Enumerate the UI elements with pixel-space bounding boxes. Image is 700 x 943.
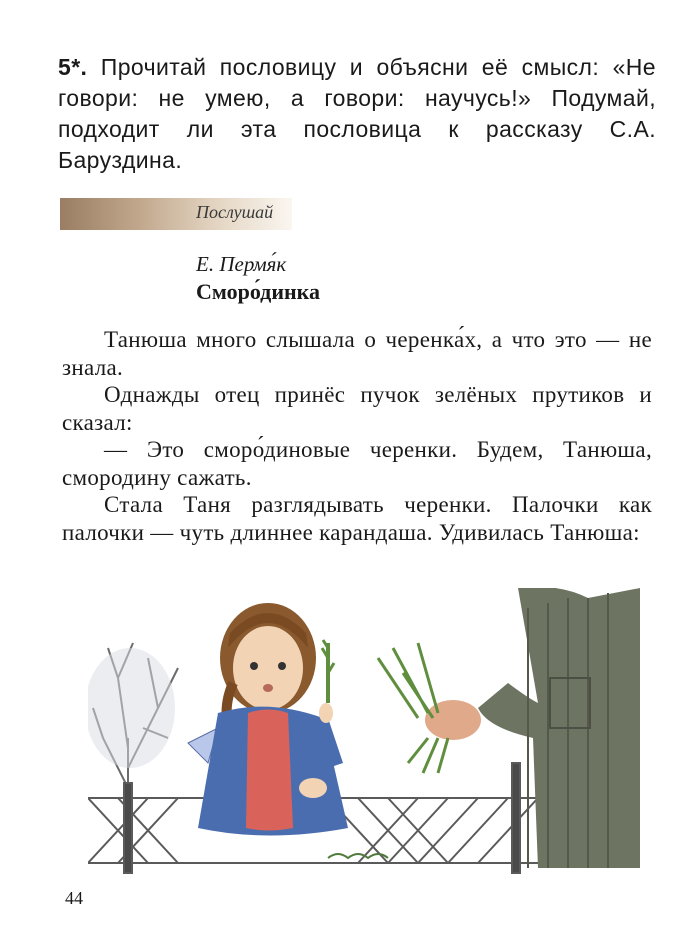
story-author: Е. Пермя́к (196, 252, 287, 276)
story-paragraph: Танюша много слышала о черенка́х, а что это — не знала. (62, 327, 652, 380)
page-number: 44 (65, 888, 83, 908)
exercise-text (58, 52, 656, 176)
story-paragraph: Стала Таня разглядывать черенки. Палочки как палочки — чуть длиннее карандаша. Удивилась Танюша: (62, 492, 652, 545)
father-figure (378, 588, 640, 868)
girl-figure (188, 603, 348, 836)
listen-banner (60, 198, 292, 230)
story-illustration (88, 588, 640, 878)
story-text (62, 326, 652, 546)
story-paragraph: — Это сморо́диновые черенки. Будем, Танюша, смородину сажать. (62, 437, 652, 490)
listen-label: Послушай (196, 202, 274, 222)
story-title: Сморо́динка (196, 279, 321, 304)
exercise-number: 5*. (58, 54, 88, 80)
exercise-body: Прочитай пословицу и объясни её смысл: «Не говори: не умею, а говори: научусь!» Подумай, подходит ли эта пословица к рассказу С.А. Баруздина. (58, 54, 657, 173)
story-paragraph: Однажды отец принёс пучок зелёных прутиков и сказал: (62, 382, 652, 435)
